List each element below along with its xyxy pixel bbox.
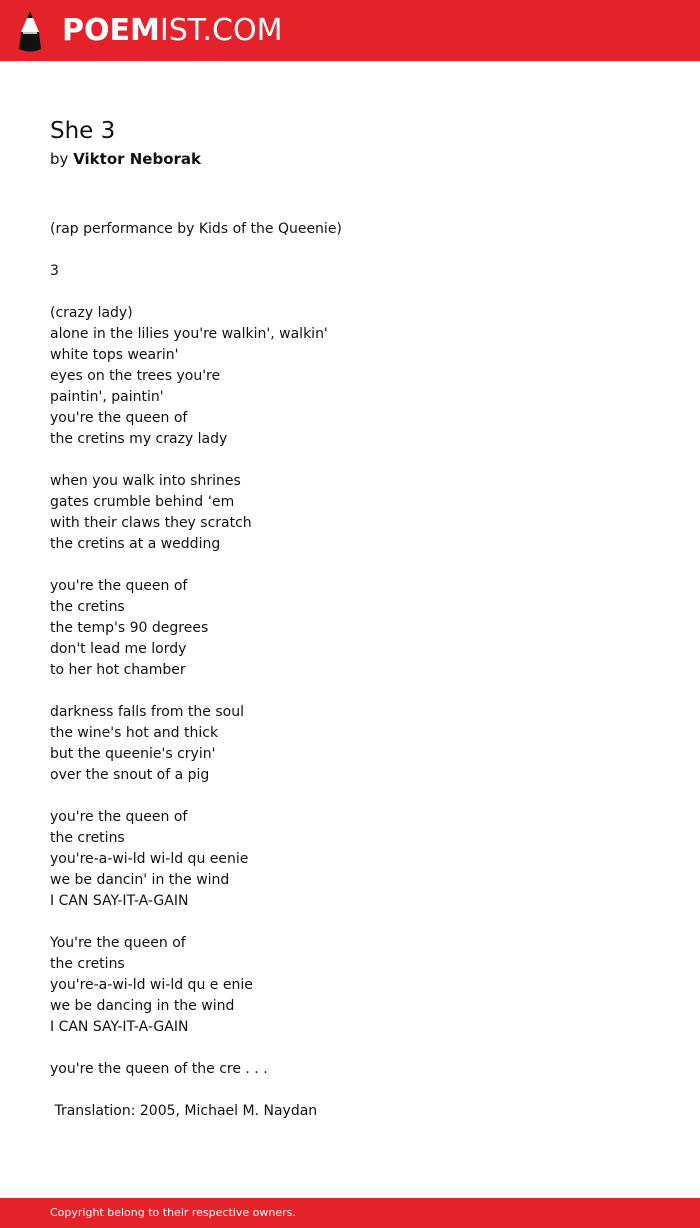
site-footer [0,1198,700,1228]
author-name: Viktor Neborak [73,150,202,168]
pencil-logo-icon[interactable] [17,10,43,52]
site-header [0,0,700,61]
by-label: by [50,150,69,168]
byline [50,149,201,169]
poem-body: (rap performance by Kids of the Queenie) 3 (crazy lady) alone in the lilies you're walkin', walkin' white tops wearin' eyes on the trees you're paintin', paintin' you're the queen of the cretins my crazy lady when you walk into shrines gates crumble behind ‘em with their claws they scratch the cretins at a wedding you're the queen of the cretins the temp's 90 degrees don't lead me lordy to her hot chamber darkness falls from the soul the wine's hot and thick but the queenie's cryin' over the snout of a pig you're the queen of the cretins you're-a-wi-ld wi-ld qu eenie we be dancin' in the wind I CAN SAY-IT-A-GAIN You're the queen of the cretins you're-a-wi-ld wi-ld qu e enie we be dancing in the wind I CAN SAY-IT-A-GAIN you're the queen of the cre . . . Translation: 2005, Michael M. Naydan [50,221,342,1119]
logo-bold-text: POEM [62,13,160,48]
site-logo[interactable] [62,13,282,49]
copyright-text: Copyright belong to their respective owners. [50,1206,296,1219]
poem-title: She 3 [50,118,116,144]
logo-light-text: IST.COM [159,13,283,48]
